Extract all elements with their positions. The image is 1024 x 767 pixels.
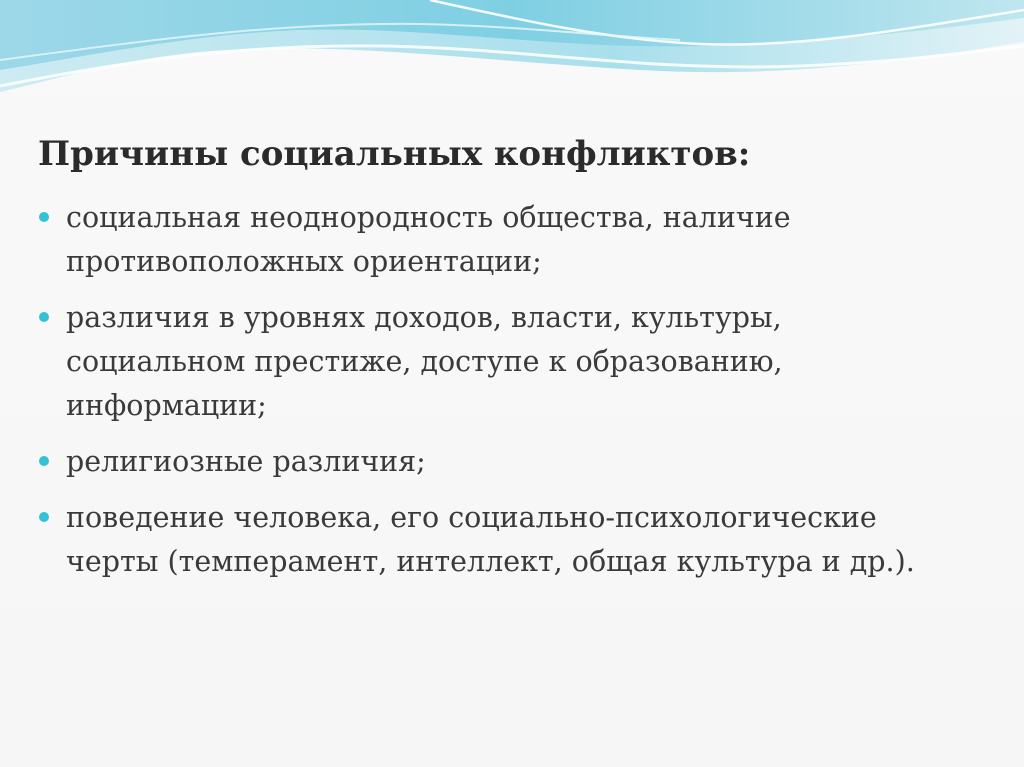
bullet-item: [38, 440, 998, 484]
bullet-line: социальная неоднородность общества, наличие: [66, 201, 791, 234]
bullet-item: [38, 196, 998, 284]
bullet-list: [38, 196, 998, 596]
bullet-dot-icon: [39, 512, 49, 522]
bullet-line: черты (темперамент, интеллект, общая культура и др.).: [66, 545, 915, 578]
bullet-line: религиозные различия;: [66, 445, 426, 478]
bullet-dot-icon: [39, 312, 49, 322]
bullet-item: [38, 496, 998, 584]
bullet-dot-icon: [39, 456, 49, 466]
bullet-line: информации;: [66, 389, 267, 422]
bullet-item: [38, 296, 998, 428]
bullet-line: различия в уровнях доходов, власти, культуры,: [66, 301, 782, 334]
bullet-dot-icon: [39, 212, 49, 222]
bullet-line: социальном престиже, доступе к образованию,: [66, 345, 783, 378]
wave-header-decoration: [0, 0, 1024, 110]
bullet-line: противоположных ориентации;: [66, 245, 542, 278]
bullet-line: поведение человека, его социально-психологические: [66, 501, 877, 534]
slide-title: Причины социальных конфликтов:: [38, 134, 751, 174]
